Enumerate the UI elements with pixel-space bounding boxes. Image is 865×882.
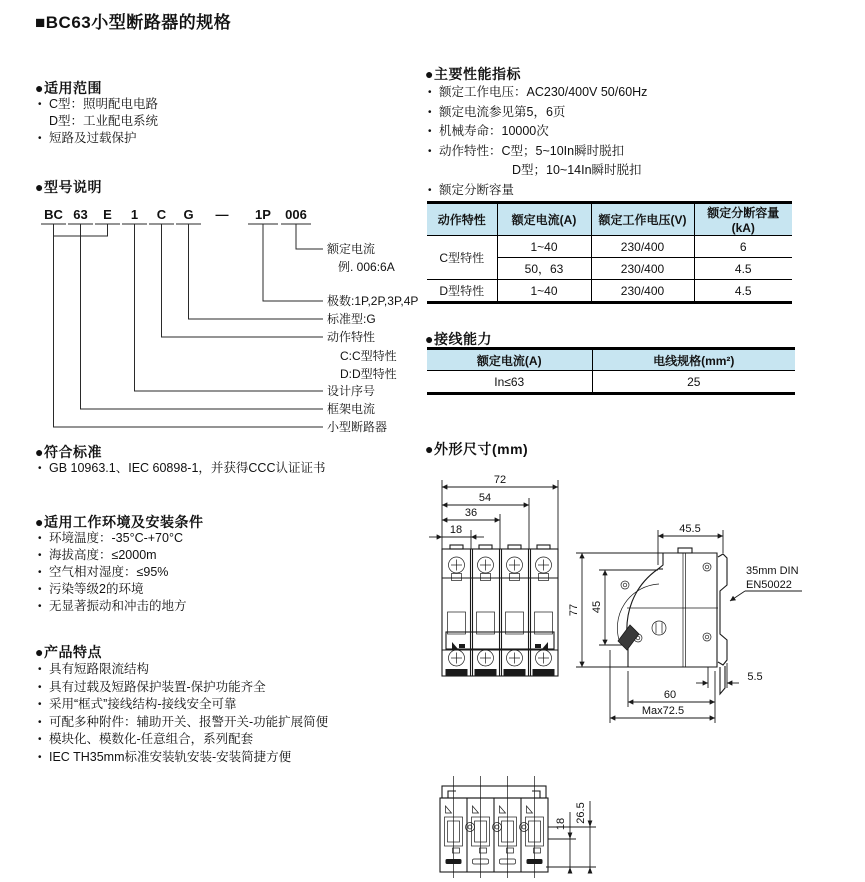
- section-title-dimensions: ●外形尺寸(mm): [425, 441, 529, 457]
- bullet-icon: •: [38, 463, 42, 474]
- bullet-icon: •: [38, 567, 42, 578]
- dim-label-60: 60: [663, 689, 677, 701]
- bullet-icon: •: [428, 145, 432, 157]
- table-header-row: [427, 203, 792, 236]
- list-item-text: 额定工作电压：AC230/400V 50/60Hz: [439, 85, 648, 99]
- wiring-capacity-table: [427, 347, 795, 395]
- table-cell: C型特性: [427, 236, 497, 280]
- bullet-icon: •: [38, 584, 42, 595]
- column-header: 额定电流(A): [427, 349, 592, 371]
- dim-label-45: 45: [591, 600, 603, 614]
- bullet-icon: •: [38, 601, 42, 612]
- list-item: [428, 181, 647, 201]
- environment-list: [38, 530, 187, 615]
- model-label-rated-current: 额定电流: [327, 242, 376, 256]
- model-label-char-c: C:C型特性: [340, 349, 397, 363]
- list-item: [38, 598, 187, 615]
- model-label-frame: 框架电流: [327, 402, 376, 416]
- bullet-icon: •: [38, 716, 42, 728]
- dim-label-77: 77: [568, 603, 580, 617]
- model-code-63: 63: [73, 207, 88, 222]
- model-label-char-d: D:D型特性: [340, 367, 397, 381]
- list-item-text: 无显著振动和冲击的地方: [49, 599, 187, 613]
- list-item-text: IEC TH35mm标准安装轨安装-安装简捷方便: [49, 749, 292, 764]
- list-item-text: 机械寿命：10000次: [439, 124, 549, 138]
- list-item-text: 环境温度：-35°C-+70°C: [49, 531, 183, 545]
- din-rail-label-line2: EN50022: [746, 579, 792, 591]
- dim-label-72: 72: [493, 474, 507, 486]
- table-cell: 230/400: [591, 236, 694, 258]
- list-item: [38, 749, 328, 767]
- list-item: [428, 161, 647, 181]
- list-item: [38, 130, 158, 147]
- model-code-006: 006: [285, 207, 307, 222]
- table-cell: 230/400: [591, 258, 694, 280]
- list-item-text: 动作特性：C型；5~10In瞬时脱扣: [439, 143, 625, 158]
- list-item: [38, 530, 187, 547]
- side-extension-lines: [576, 530, 727, 723]
- list-item-text: 可配多种附件：辅助开关、报警开关-功能扩展简便: [49, 714, 329, 729]
- front-extension-lines: [442, 480, 558, 549]
- list-item: [428, 103, 647, 123]
- model-code-bc: BC: [44, 207, 63, 222]
- list-item-text: 额定分断容量: [439, 182, 515, 197]
- list-item-text: D型：工业配电系统: [49, 114, 159, 128]
- din-rail-callout: [730, 565, 802, 601]
- list-item-text: 额定电流参见第5，6页: [439, 104, 566, 119]
- bullet-icon: •: [38, 533, 42, 544]
- table-cell: 1~40: [497, 236, 591, 258]
- table-cell: 50，63: [497, 258, 591, 280]
- bullet-icon: •: [428, 184, 432, 196]
- side-dimension-lines: [582, 536, 739, 718]
- section-title-features: ●产品特点: [35, 644, 102, 660]
- breaker-side-body: [627, 548, 718, 667]
- section-title-standards: ●符合标准: [35, 444, 102, 460]
- scope-list: [38, 96, 158, 147]
- dim-label-36: 36: [464, 507, 478, 519]
- list-item-text: 污染等级2的环境: [49, 582, 144, 596]
- breaking-capacity-table: [427, 201, 792, 304]
- model-label-mcb: 小型断路器: [327, 420, 388, 434]
- side-view-drawing: [562, 495, 862, 730]
- table-cell: In≤63: [427, 371, 592, 394]
- performance-list: [428, 83, 647, 200]
- bottom-view-drawing: [428, 756, 613, 882]
- model-code-c: C: [156, 207, 167, 222]
- table-cell: 4.5: [694, 258, 792, 280]
- list-item: [38, 661, 328, 679]
- model-code-1p: 1P: [255, 207, 271, 222]
- dim-label-bottom-18: 18: [555, 817, 567, 831]
- section-title-scope: ●适用范围: [35, 80, 102, 96]
- model-code-1: 1: [130, 207, 139, 222]
- table-cell: 4.5: [694, 280, 792, 303]
- list-item: [38, 679, 328, 697]
- table-cell: 230/400: [591, 280, 694, 303]
- table-header-row: [427, 349, 795, 371]
- table-cell: 1~40: [497, 280, 591, 303]
- dim-label-18: 18: [449, 524, 463, 536]
- dim-label-bottom-26-5: 26.5: [575, 802, 587, 824]
- front-dimension-lines: [429, 487, 558, 537]
- page-title: ■BC63小型断路器的规格: [35, 13, 232, 32]
- section-title-environment: ●适用工作环境及安装条件: [35, 514, 204, 530]
- list-item-text: 海拔高度：≤2000m: [49, 548, 157, 562]
- list-item: [38, 714, 328, 732]
- din-rail-profile: [718, 554, 727, 694]
- table-cell: 25: [687, 374, 701, 389]
- column-header: 额定电流(A): [497, 203, 591, 236]
- column-header: 电线规格(mm²): [592, 349, 795, 371]
- model-code-g: G: [183, 207, 194, 222]
- dim-label-45-5: 45.5: [679, 523, 701, 535]
- model-label-characteristic: 动作特性: [327, 330, 376, 344]
- table-cell: 6: [739, 239, 747, 254]
- list-item: [38, 547, 187, 564]
- list-item-text: D型；10~14In瞬时脱扣: [512, 163, 642, 177]
- list-item: [38, 564, 187, 581]
- list-item-text: 模块化、模数化-任意组合，系列配套: [49, 732, 254, 746]
- bullet-icon: •: [38, 734, 42, 745]
- bullet-icon: •: [38, 699, 42, 710]
- model-code-e: E: [103, 207, 112, 222]
- table-row: [427, 280, 792, 303]
- bottom-dimension-lines: [546, 801, 596, 874]
- front-view-drawing: [425, 472, 570, 687]
- model-code-dash: —: [215, 207, 229, 222]
- list-item: [38, 581, 187, 598]
- section-title-model: ●型号说明: [35, 179, 102, 195]
- column-header: 额定分断容量(kA): [694, 203, 792, 236]
- model-label-rated-current-example: 例. 006:6A: [338, 260, 395, 274]
- list-item-text: GB 10963.1、IEC 60898-1，并获得CCC认证证书: [49, 461, 326, 475]
- features-list: [38, 661, 328, 766]
- list-item: [38, 731, 328, 749]
- table-row: [427, 236, 792, 258]
- standards-list: [38, 460, 325, 477]
- list-item: [38, 460, 325, 477]
- list-item-text: 短路及过载保护: [49, 131, 137, 145]
- dim-label-max72-5: Max72.5: [641, 705, 685, 717]
- section-title-performance: ●主要性能指标: [425, 66, 521, 82]
- bullet-icon: •: [38, 550, 42, 561]
- model-label-standard: 标准型:G: [327, 312, 376, 326]
- list-item-text: C型：照明配电电路: [49, 97, 159, 111]
- section-title-wiring: ●接线能力: [425, 331, 492, 347]
- list-item: [38, 113, 158, 130]
- bullet-icon: •: [38, 133, 42, 144]
- list-item: [38, 96, 158, 113]
- bullet-icon: •: [38, 664, 42, 675]
- list-item: [428, 83, 647, 103]
- bullet-icon: •: [38, 751, 42, 763]
- list-item-text: 具有过载及短路保护装置-保护功能齐全: [49, 679, 266, 694]
- bullet-icon: •: [428, 87, 432, 98]
- dim-label-5-5: 5.5: [747, 671, 763, 683]
- bullet-icon: •: [428, 126, 432, 137]
- bullet-icon: •: [428, 106, 432, 118]
- table-cell: D型特性: [427, 280, 497, 303]
- model-label-poles: 极数:1P,2P,3P,4P: [327, 294, 419, 308]
- column-header: 额定工作电压(V): [591, 203, 694, 236]
- model-label-design: 设计序号: [327, 384, 376, 398]
- table-row: [427, 371, 795, 394]
- list-item: [38, 696, 328, 714]
- bullet-icon: •: [38, 99, 42, 110]
- model-leader-lines: [54, 224, 324, 427]
- list-item: [428, 142, 647, 162]
- bullet-icon: •: [38, 681, 42, 693]
- dim-label-54: 54: [478, 492, 492, 504]
- column-header: 动作特性: [427, 203, 497, 236]
- list-item: [428, 122, 647, 142]
- list-item-text: 具有短路限流结构: [49, 662, 150, 676]
- list-item-text: 采用“框式”接线结构-接线安全可靠: [49, 697, 237, 711]
- din-rail-label-line1: 35mm DIN: [746, 565, 799, 577]
- list-item-text: 空气相对湿度：≤95%: [49, 565, 169, 579]
- model-code-diagram: [35, 199, 420, 437]
